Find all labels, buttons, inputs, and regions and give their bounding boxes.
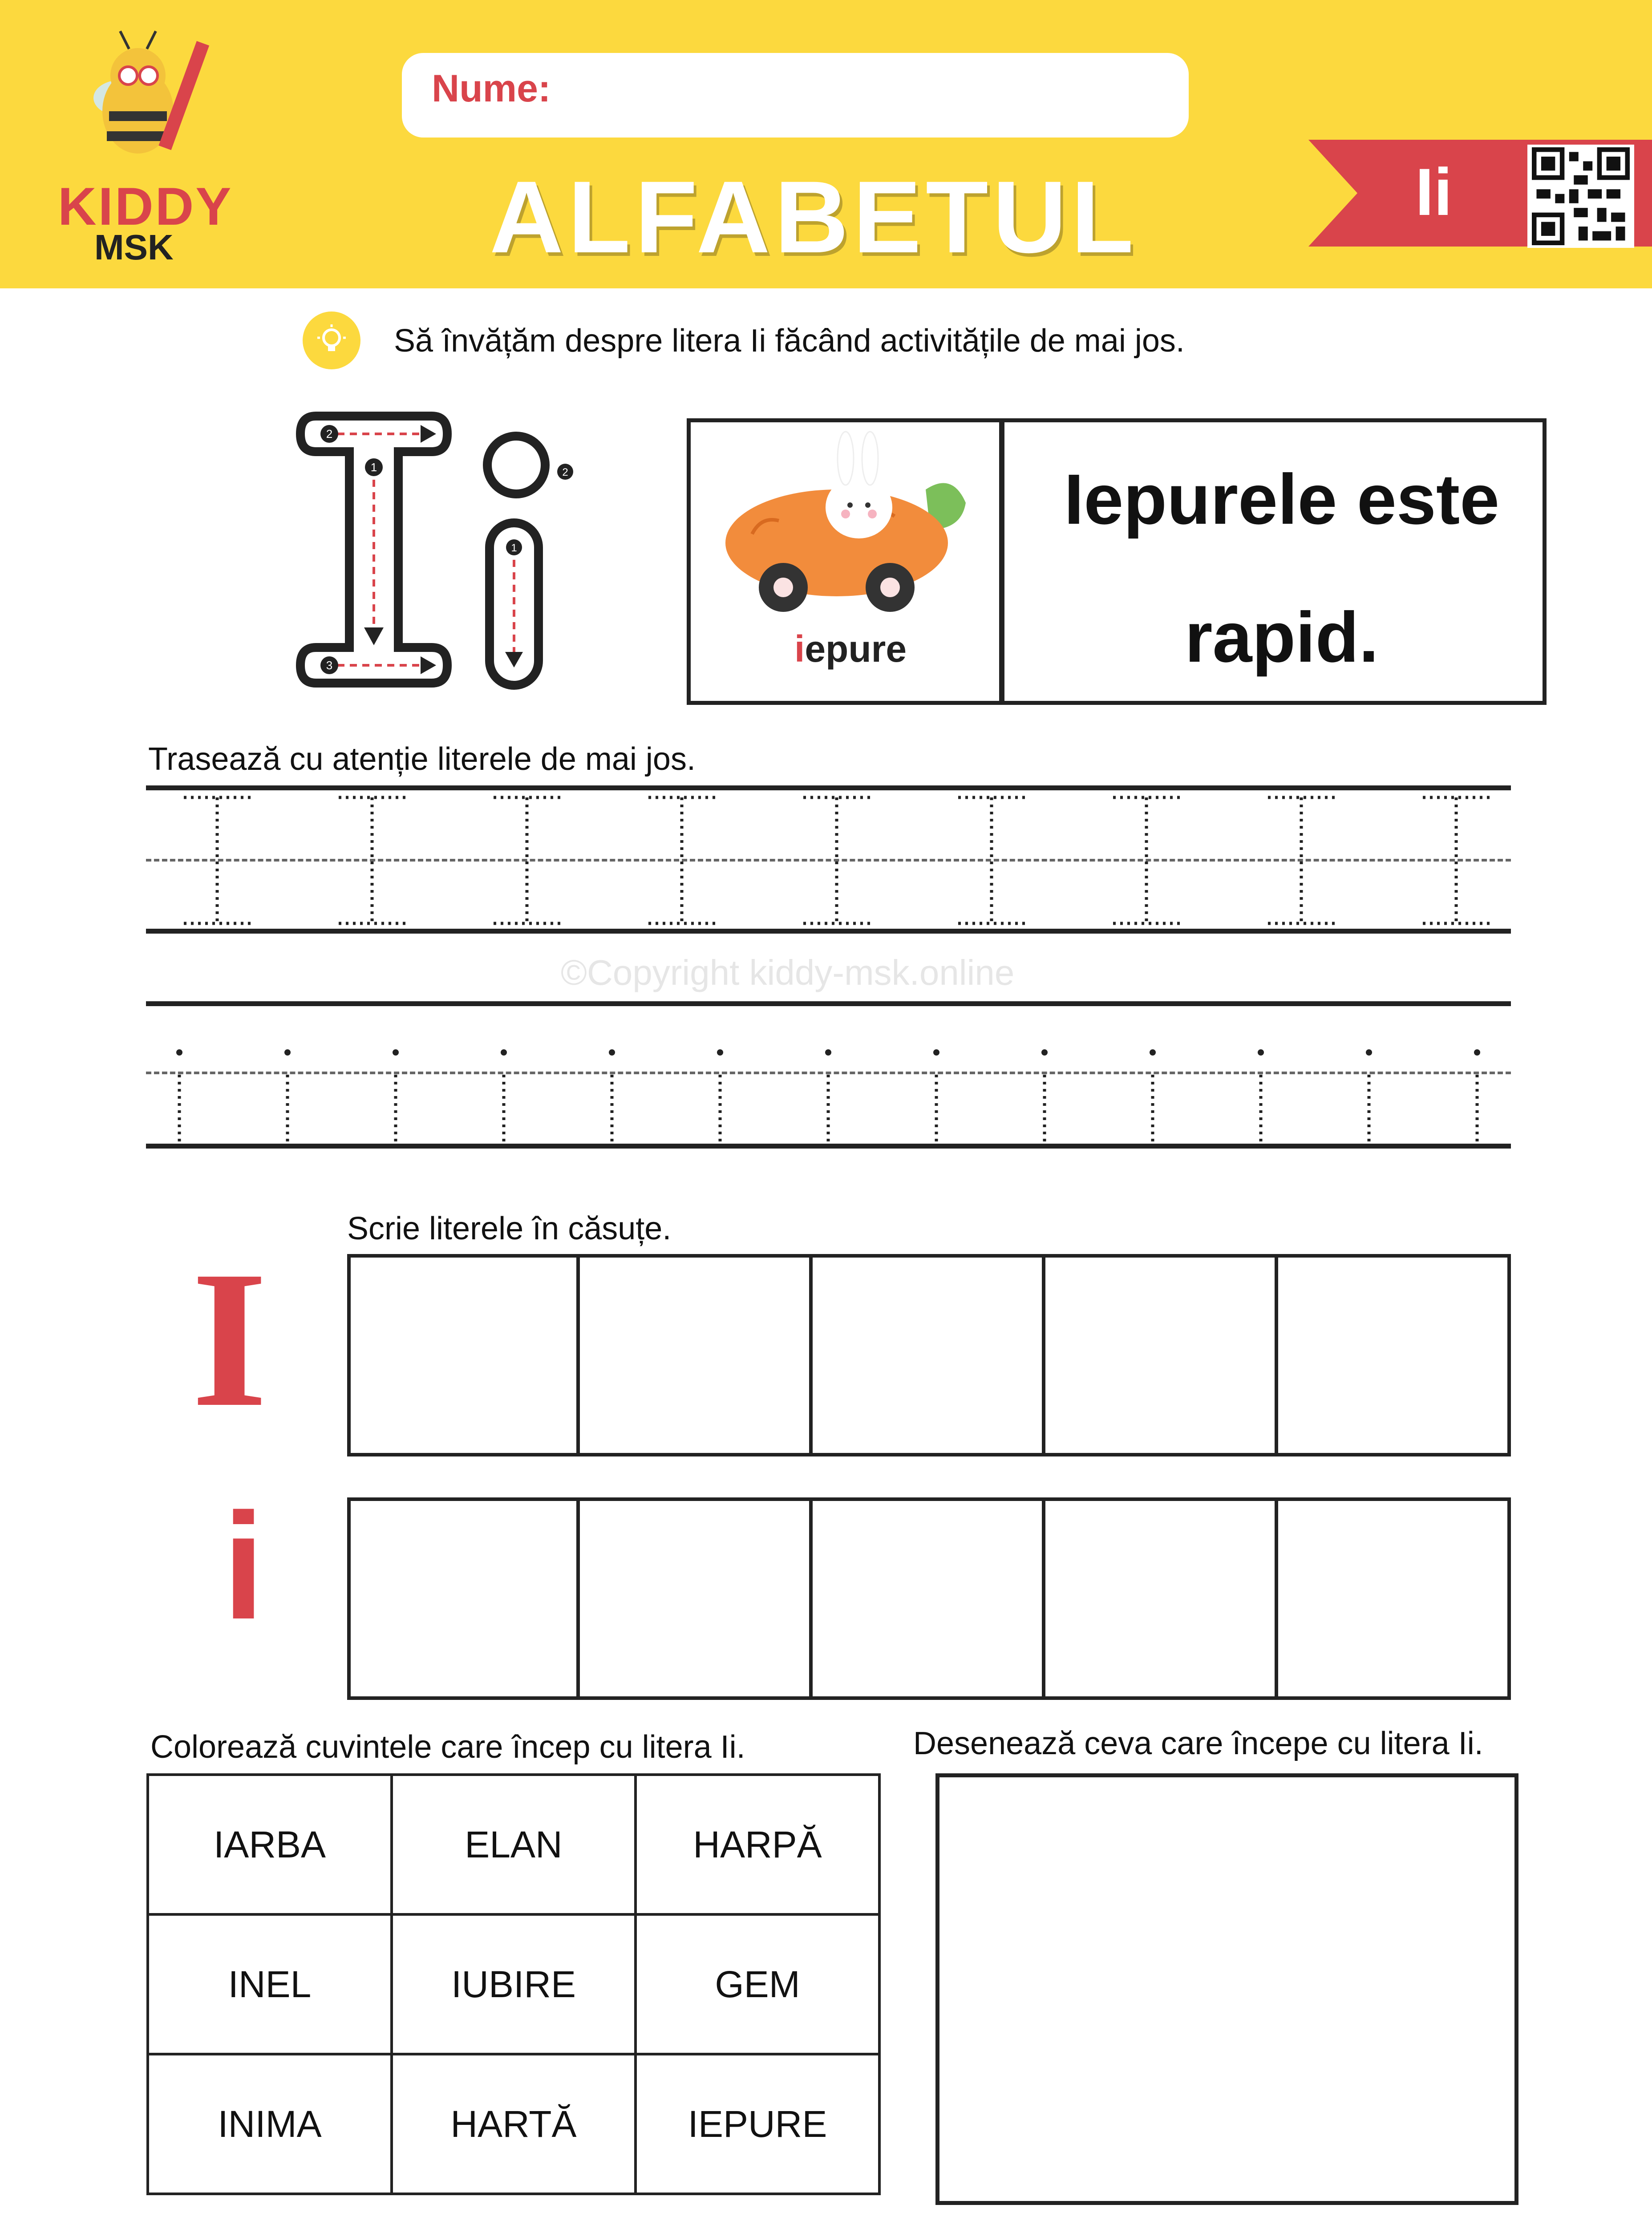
writing-box[interactable] (1042, 1497, 1278, 1700)
writing-box[interactable] (347, 1497, 580, 1700)
coloring-instruction: Colorează cuvintele care încep cu litera Ii. (150, 1729, 745, 1765)
trace-uppercase-i (803, 797, 870, 923)
sentence-line-1: Iepurele este (1064, 459, 1500, 539)
word-cell[interactable]: HARPĂ (636, 1775, 879, 1914)
logo-msk: MSK (94, 227, 174, 267)
drawing-instruction: Desenează ceva care începe cu litera Ii. (913, 1726, 1483, 1761)
trace-uppercase-i (1268, 797, 1335, 923)
trace-uppercase-i (958, 797, 1025, 923)
writing-box[interactable] (347, 1254, 580, 1456)
trace-uppercase-i (339, 797, 405, 923)
sentence-line-2: rapid. (1185, 597, 1379, 677)
svg-text:1: 1 (511, 542, 517, 554)
trace-uppercase-i (648, 797, 715, 923)
word-cell[interactable]: GEM (636, 1914, 879, 2054)
svg-text:2: 2 (326, 427, 333, 441)
trace-lowercase-i (825, 1049, 831, 1143)
copyright-watermark: ©Copyright kiddy-msk.online (561, 953, 1015, 992)
trace-uppercase-i (494, 797, 560, 923)
svg-text:1: 1 (370, 461, 377, 474)
word-cell[interactable]: HARTĂ (392, 2054, 636, 2194)
trace-lowercase-i (284, 1049, 291, 1143)
word-cell[interactable]: INEL (148, 1914, 392, 2054)
writing-box[interactable] (1042, 1254, 1278, 1456)
lowercase-trace-row (146, 1041, 1511, 1148)
writing-box[interactable] (809, 1254, 1045, 1456)
trace-lowercase-i (933, 1049, 939, 1143)
uppercase-trace-row (146, 792, 1511, 930)
trace-lowercase-i (1150, 1049, 1156, 1143)
lowercase-box-row (347, 1497, 1511, 1700)
svg-text:3: 3 (326, 659, 333, 672)
trace-lowercase-i (717, 1049, 723, 1143)
boxes-instruction: Scrie literele în căsuțe. (347, 1211, 672, 1246)
trace-lowercase-i (1474, 1049, 1480, 1143)
lightbulb-icon (303, 312, 360, 369)
word-cell[interactable]: IARBA (148, 1775, 392, 1914)
tracing-top-line (146, 785, 1511, 790)
word-cell[interactable]: ELAN (392, 1775, 636, 1914)
table-row (148, 2054, 879, 2194)
letter-tag: Ii (1415, 154, 1453, 229)
trace-lowercase-i (609, 1049, 615, 1143)
picture-word-first-letter: i (794, 628, 805, 670)
trace-lowercase-i (176, 1049, 182, 1143)
writing-box[interactable] (576, 1497, 813, 1700)
trace-lowercase-i (501, 1049, 507, 1143)
writing-box[interactable] (809, 1497, 1045, 1700)
uppercase-box-row (347, 1254, 1511, 1456)
picture-word (794, 627, 907, 671)
word-cell[interactable]: IUBIRE (392, 1914, 636, 2054)
word-cell[interactable]: IEPURE (636, 2054, 879, 2194)
word-cell[interactable]: INIMA (148, 2054, 392, 2194)
tracing-instruction: Trasează cu atenție literele de mai jos. (148, 741, 696, 777)
bunny-carrot-car-illustration (712, 423, 979, 627)
card-divider (999, 418, 1004, 705)
writing-box[interactable] (1275, 1254, 1511, 1456)
picture-word-rest: epure (805, 628, 907, 670)
writing-box[interactable] (1275, 1497, 1511, 1700)
trace-uppercase-i (1113, 797, 1180, 923)
writing-box[interactable] (576, 1254, 813, 1456)
trace-lowercase-i (1366, 1049, 1372, 1143)
trace-uppercase-i (184, 797, 251, 923)
logo-kiddy: KIDDY (58, 177, 233, 236)
uppercase-model-letter: I (191, 1231, 268, 1448)
letter-stroke-guide (289, 409, 601, 712)
qr-code-icon (1527, 145, 1634, 248)
drawing-area[interactable] (935, 1773, 1518, 2205)
trace-lowercase-i (393, 1049, 399, 1143)
trace-lowercase-i (1258, 1049, 1264, 1143)
tracing2-top-line (146, 1001, 1511, 1006)
word-table (146, 1773, 881, 2195)
bee-mascot-logo (67, 27, 227, 178)
table-row (148, 1914, 879, 2054)
table-row (148, 1775, 879, 1914)
name-label: Nume: (432, 67, 551, 110)
lowercase-model-letter: i (223, 1482, 265, 1651)
trace-lowercase-i (1041, 1049, 1048, 1143)
page-title: ALFABETUL (490, 160, 1138, 274)
svg-text:2: 2 (562, 466, 568, 478)
intro-text: Să învățăm despre litera Ii făcând activitățile de mai jos. (394, 323, 1185, 359)
trace-uppercase-i (1423, 797, 1490, 923)
